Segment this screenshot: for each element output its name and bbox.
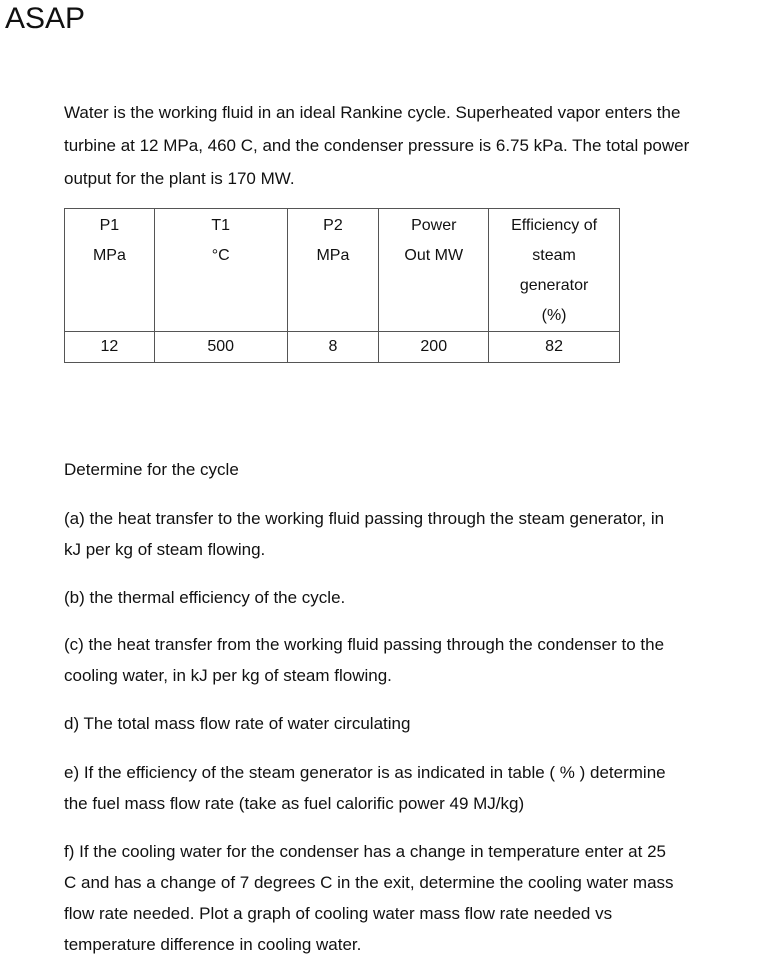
header-unit: MPa <box>92 247 126 264</box>
problem-statement <box>64 96 769 195</box>
value-p2: 8 <box>287 332 379 363</box>
question-line: C and has a change of 7 degrees C in the exit, determine the cooling water mass <box>64 873 674 892</box>
header-unit: °C <box>211 247 230 264</box>
question-line: e) If the efficiency of the steam generator is as indicated in table ( % ) determine <box>64 763 666 782</box>
intro-line: Water is the working fluid in an ideal Rankine cycle. Superheated vapor enters the <box>64 103 681 122</box>
question-a <box>64 503 764 565</box>
header-text: T1 <box>211 217 230 234</box>
table-header-row <box>65 209 620 332</box>
value-t1: 500 <box>154 332 287 363</box>
question-line: (b) the thermal efficiency of the cycle. <box>64 588 346 607</box>
intro-line: turbine at 12 MPa, 460 C, and the condenser pressure is 6.75 kPa. The total power <box>64 136 690 155</box>
value-efficiency: 82 <box>489 332 620 363</box>
intro-line: output for the plant is 170 MW. <box>64 169 295 188</box>
header-text: Power <box>411 217 457 234</box>
header-unit: MPa <box>316 247 350 264</box>
question-c <box>64 629 764 691</box>
question-line: the fuel mass flow rate (take as fuel calorific power 49 MJ/kg) <box>64 794 525 813</box>
value-power: 200 <box>379 332 489 363</box>
header-text: Efficiency of <box>511 217 598 234</box>
question-line: f) If the cooling water for the condenser has a change in temperature enter at 25 <box>64 842 666 861</box>
question-line: d) The total mass flow rate of water circulating <box>64 714 411 733</box>
question-line: (a) the heat transfer to the working fluid passing through the steam generator, in <box>64 509 665 528</box>
page-header: ASAP <box>5 2 86 35</box>
header-cell-p2 <box>287 209 379 332</box>
header-cell-efficiency <box>489 209 620 332</box>
header-text: P1 <box>99 217 120 234</box>
header-unit: Out MW <box>404 247 464 264</box>
parameters-table <box>64 208 620 363</box>
question-line: (c) the heat transfer from the working fluid passing through the condenser to the <box>64 635 665 654</box>
header-unit: (%) <box>541 307 567 324</box>
question-line: flow rate needed. Plot a graph of cooling water mass flow rate needed vs <box>64 904 613 923</box>
header-text: generator <box>519 277 589 294</box>
determine-heading: Determine for the cycle <box>64 460 239 479</box>
header-cell-power <box>379 209 489 332</box>
value-p1: 12 <box>65 332 155 363</box>
question-line: temperature difference in cooling water. <box>64 935 362 954</box>
question-d <box>64 708 764 739</box>
header-text: steam <box>532 247 576 264</box>
header-cell-p1 <box>65 209 155 332</box>
question-e <box>64 757 764 819</box>
question-line: kJ per kg of steam flowing. <box>64 540 266 559</box>
table-row <box>65 332 620 363</box>
question-line: cooling water, in kJ per kg of steam flowing. <box>64 666 392 685</box>
question-b <box>64 582 764 613</box>
header-cell-t1 <box>154 209 287 332</box>
question-f <box>64 836 764 960</box>
header-text: P2 <box>323 217 343 234</box>
